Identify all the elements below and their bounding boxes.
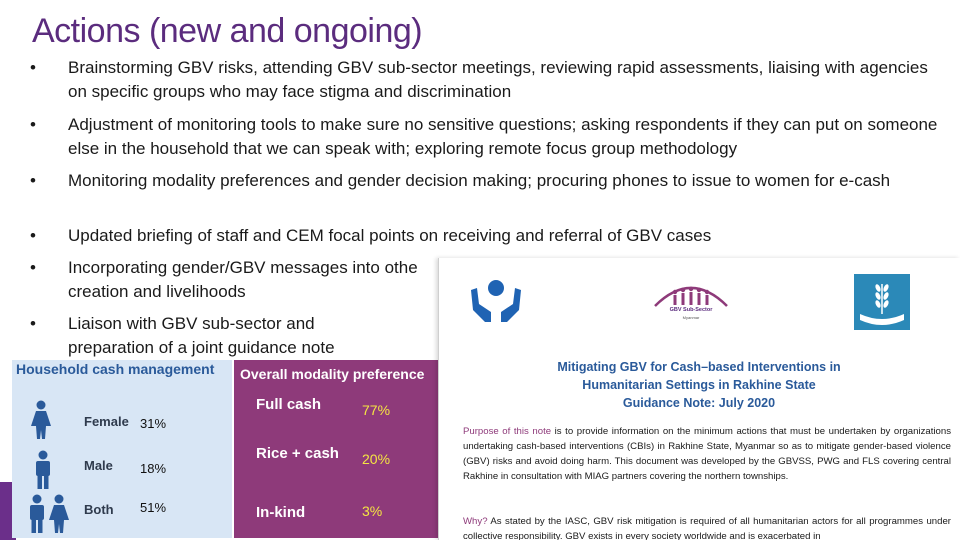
modality-pct: 20% — [362, 451, 391, 467]
bullet-text: Incorporating gender/GBV messages into othe — [68, 258, 418, 277]
bullet-text: preparation of a joint guidance note — [68, 338, 335, 357]
bullet-text: creation and livelihoods — [68, 282, 246, 301]
bullet-dot: • — [30, 258, 36, 277]
bullet-dot: • — [30, 115, 36, 134]
bullet-dot: • — [30, 314, 36, 333]
slide-title: Actions (new and ongoing) — [32, 12, 423, 50]
modality-panel — [234, 360, 442, 538]
why-paragraph — [463, 514, 951, 540]
household-row-both — [12, 494, 232, 534]
bullet-dot: • — [30, 226, 36, 245]
guidance-note-title-line: Mitigating GBV for Cash–based Interventions in — [557, 360, 841, 374]
household-row-female — [12, 400, 232, 440]
modality-pct: 77% — [362, 402, 391, 418]
modality-row — [234, 445, 442, 475]
bullet-dot: • — [30, 171, 36, 190]
household-cash-panel — [12, 360, 232, 538]
modality-title: Overall modality preference — [240, 366, 425, 382]
gbv-logo-icon — [649, 276, 733, 308]
guidance-note-title — [519, 358, 879, 412]
modality-row — [234, 396, 442, 426]
purpose-paragraph — [463, 424, 951, 484]
bullet-text: Liaison with GBV sub-sector and — [68, 314, 315, 333]
modality-label: Full cash — [256, 396, 322, 413]
household-pct: 51% — [140, 500, 167, 515]
household-pct: 18% — [140, 461, 167, 476]
male-icon — [32, 450, 54, 490]
household-cash-title: Household cash management — [16, 361, 215, 377]
bullet-text: Brainstorming GBV risks, attending GBV sub-sector meetings, reviewing rapid assessments, liaising with agencies on specific groups who may face stigma and discrimination — [68, 58, 928, 101]
gbv-sub-sector-logo — [649, 276, 733, 328]
guidance-note-title-line: Guidance Note: July 2020 — [622, 396, 776, 410]
couple-icon — [26, 494, 70, 534]
purpose-lead: Purpose of this note — [463, 426, 552, 437]
purpose-text: is to provide information on the minimum actions that must be undertaken by organizations undertaking cash-based interventions (CBIs) in Rakhine State, Myanmar so as to mitigate gender-based violence (GBV) risks and avoid doing harm. This document was developed by the GBVSS, PWG and FLS covering central Rakhine in consultation with MIAG partners covering the northern townships. — [463, 426, 951, 482]
gbv-logo-text: GBV Sub-Sector — [669, 307, 713, 313]
why-text: As stated by the IASC, GBV risk mitigation is required of all humanitarian actors for all programmes under collective responsibility. GBV exists in every society worldwide and is exacerbated in — [463, 516, 951, 540]
gbv-logo-subtext: Myanmar — [682, 315, 700, 320]
modality-label: Rice + cash — [256, 445, 339, 462]
guidance-note-title-line: Humanitarian Settings in Rakhine State — [582, 378, 816, 392]
modality-row — [234, 504, 442, 534]
female-icon — [28, 400, 54, 440]
bullet-text: Adjustment of monitoring tools to make sure no sensitive questions; asking respondents if they can put on someone else in the household that we can speak with; exploring remote focus group methodology — [68, 115, 938, 158]
helping-hands-icon — [467, 278, 525, 324]
bullet-dot: • — [30, 58, 36, 77]
guidance-note-document — [438, 258, 960, 540]
wheat-logo-icon — [854, 274, 910, 330]
why-lead: Why? — [463, 516, 488, 527]
bullet-text: Monitoring modality preferences and gender decision making; procuring phones to issue to women for e-cash — [68, 171, 891, 190]
household-label: Female — [84, 414, 129, 429]
household-pct: 31% — [140, 416, 167, 431]
household-label: Male — [84, 458, 113, 473]
modality-pct: 3% — [362, 503, 383, 519]
modality-label: In-kind — [256, 504, 306, 521]
bullet-text: Updated briefing of staff and CEM focal points on receiving and referral of GBV cases — [68, 226, 712, 245]
household-label: Both — [84, 502, 114, 517]
household-row-male — [12, 450, 232, 490]
